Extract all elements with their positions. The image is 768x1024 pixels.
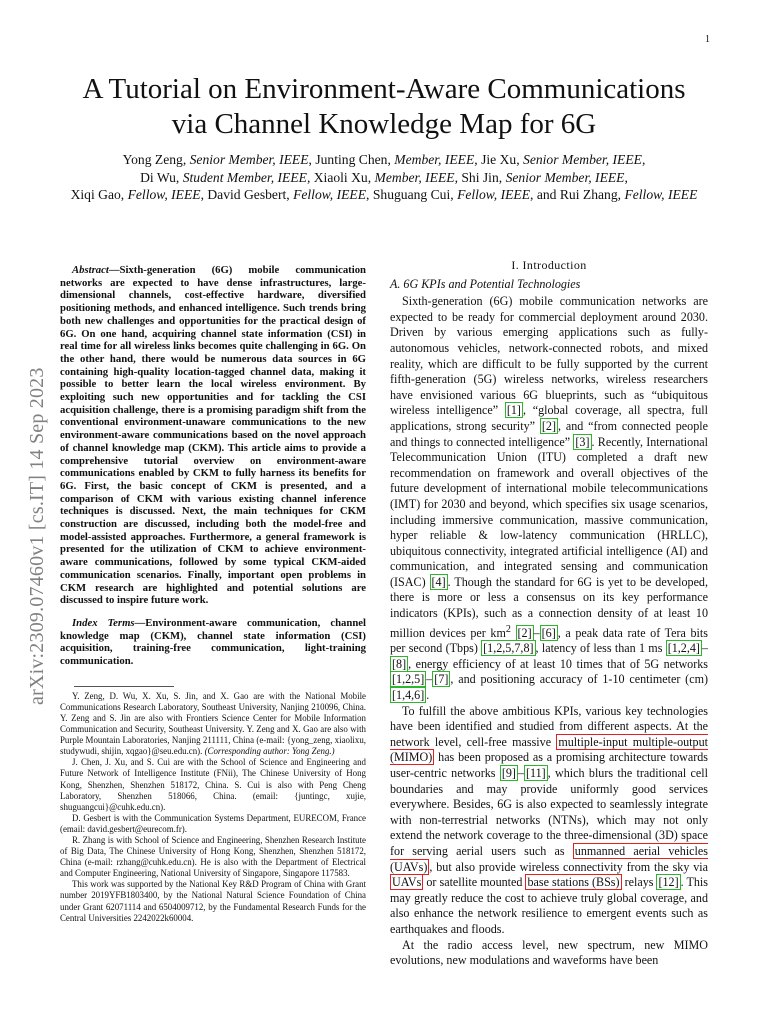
title-line-2: via Channel Knowledge Map for 6G xyxy=(171,108,597,140)
intro-paragraph-2: To fulfill the above ambitious KPIs, various key technologies have been identified and studied from different aspects. At the network level, cell-free massive multiple-input multiple-output (MIMO) has been proposed as a promising architecture towards user-centric networks [9] – [11] , which blurs the traditional cell boundaries and may provide uniformly good services everywhere. Besides, 6G is also expected to seamlessly integrate with non-terrestrial networks (NTNs), which may not only extend the network coverage to the three-dimensional (3D) space for serving aerial users such as unmanned aerial vehicles (UAVs) , but also provide wireless connectivity from the sky via UAVs or satellite mounted base stations (BSs) relays [12] . This may greatly reduce the cost to achieve truly global coverage, and also enhance the network resilience to emergent events such as earthquakes and floods. xyxy=(390,703,708,936)
footnote-rule xyxy=(74,686,174,687)
citation-link[interactable]: [2] xyxy=(541,418,556,433)
citation-link[interactable]: [4] xyxy=(431,574,446,589)
page-number: 1 xyxy=(705,34,710,45)
intro-paragraph-3: At the radio access level, new spectrum, new MIMO evolutions, new modulations and waveforms have been xyxy=(390,937,708,968)
citation-link[interactable]: [1,2,5] xyxy=(392,672,425,687)
intro-paragraph-1: Sixth-generation (6G) mobile communication networks are expected to be ready for commercial deployment around 2030. Driven by various emerging applications such as fully-autonomous vehicles, network-connected robots, and mixed reality, which are difficult to be fully supported by the current fifth-generation (5G) wireless networks, wireless researchers have envisioned various 6G blueprints, such as “ubiquitous wireless intelligence” [1] , “global coverage, all spectra, full applications, strong security” [2] , and “from connected people and things to connected intelligence” [3] . Recently, International Telecommunication Union (ITU) completed a draft new recommendation on framework and overall objectives of the future development of international mobile telecommunications (IMT) for 2030 and beyond, which specifies six usage scenarios, including immersive communication, massive communication, hyper reliable & low-latency communication (HRLLC), ubiquitous connectivity, integrated artificial intelligence (AI) and communication, and integrated sensing and communication (ISAC) [4] . Though the standard for 6G is yet to be developed, there is more or less a consensus on its key performance indicators (KPIs), such as a connection density of at least 10 million devices per $km^2$ [2] – [6] , a peak data rate of Tera bits per second (Tbps) [1,2,5,7,8] , latency of less than 1 ms [1,2,4] –[8] , energy efficiency of at least 10 times that of 5G networks [1,2,5] – [7] , and positioning accuracy of 1-10 centimeter (cm) [1,4,6] . xyxy=(390,294,709,703)
index-terms: Index Terms—Environment-aware communication, channel knowledge map (CKM), channel state information (CSI) acquisition, training-free communication, light-training communication. xyxy=(60,616,366,668)
footnote-affiliation-eurecom: D. Gesbert is with the Communication Systems Department, EURECOM, France (email: david.gesbert@eurecom.fr). xyxy=(60,812,366,834)
glossary-link[interactable]: base stations (BSs) xyxy=(527,875,620,890)
abstract: Abstract—Sixth-generation (6G) mobile communication networks are expected to have dense infrastructures, large-dimensional channels, cost-effective hardware, diversified positioning methods, and enhanced intelligence. Such trends bring both new challenges and opportunities for the practical design of 6G. On one hand, acquiring channel state information (CSI) in real time for all wireless links becomes quite challenging in 6G. On the other hand, there would be numerous data sources in 6G containing high-quality location-tagged channel data, making it possible to better learn the local wireless environment. By exploiting such new opportunities and for tackling the CSI acquisition challenge, there is a promising paradigm shift from the conventional environment-unaware communications to the new environment-aware communications based on the novel approach of channel knowledge map (CKM). This article aims to provide a comprehensive tutorial overview on environment-aware communications enabled by CKM to fully harness its benefits for 6G. First, the basic concept of CKM is presented, and a comparison of CKM with various existing channel inference techniques is discussed. Next, the main techniques for CKM construction are discussed, including both the model-free and model-assisted approaches. Furthermore, a general framework is presented for the utilization of CKM to achieve environment-aware communications, followed by some typical CKM-aided communication scenarios. Finally, important open problems in CKM research are highlighted and potential solutions are discussed to inspire future work. xyxy=(60,264,366,607)
section-heading: I. Introduction xyxy=(511,258,587,272)
author-line-2: Di Wu, Student Member, IEEE, Xiaoli Xu, Member, IEEE, Shi Jin, Senior Member, IEEE, xyxy=(140,169,628,185)
glossary-link[interactable]: multiple-input multiple-output (MIMO) xyxy=(390,734,708,765)
title-line-1: A Tutorial on Environment-Aware Communications xyxy=(82,73,686,105)
citation-link[interactable]: [11] xyxy=(525,766,546,781)
footnote-affiliation-cuhk: J. Chen, J. Xu, and S. Cui are with the School of Science and Engineering and Future Network of Intelligence Institute (FNii), The Chinese University of Hong Kong, Shenzhen, Shenzhen 518172, China. S. Cui is also with Peng Cheng Laboratory, Shenzhen 518066, China. (email: {juntingc, xujie, shuguangcui}@cuhk.edu.cn). xyxy=(60,757,366,812)
author-list xyxy=(40,151,728,204)
author-line-1: Yong Zeng, Senior Member, IEEE, Junting Chen, Member, IEEE, Jie Xu, Senior Member, IEEE, xyxy=(122,152,646,167)
citation-link[interactable]: [7] xyxy=(434,672,449,687)
citation-link[interactable]: [1,4,6] xyxy=(392,688,425,703)
subsection-heading: A. 6G KPIs and Potential Technologies xyxy=(390,276,581,291)
right-column xyxy=(390,258,708,969)
citation-link[interactable]: [12] xyxy=(658,875,679,890)
citation-link[interactable]: [2] xyxy=(517,625,532,640)
citation-link[interactable]: [1] xyxy=(506,403,521,418)
footnote-affiliation-seu: Y. Zeng, D. Wu, X. Xu, S. Jin, and X. Gao are with the National Mobile Communications Research Laboratory, Southeast University, Nanjing 210096, China. Y. Zeng and S. Jin are also with Frontiers Science Center for Mobile Information Communication and Security, Southeast University. Y. Zeng and X. Gao are also with Purple Mountain Laboratories, Nanjing 211111, China (e-mail: {yong_zeng, xiaolixu, studywudi, shijin, xqgao}@seu.edu.cn). (Corresponding author: Yong Zeng.) xyxy=(60,690,366,757)
footnote-affiliation-nus: R. Zhang is with School of Science and Engineering, Shenzhen Research Institute of Big Data, The Chinese University of Hong Kong, Shenzhen, Shenzhen 518172, China (e-mail: rzhang@cuhk.edu.cn). He is also with the Department of Electrical and Computer Engineering, National University of Singapore, Singapore 117583. xyxy=(60,835,366,879)
glossary-link[interactable]: UAVs xyxy=(392,875,422,890)
arxiv-identifier-text: arXiv:2309.07460v1 [cs.IT] 14 Sep 2023 xyxy=(26,367,48,705)
arxiv-identifier xyxy=(26,285,46,705)
glossary-link[interactable]: unmanned aerial vehicles (UAVs) xyxy=(390,844,708,874)
citation-link[interactable]: [1,2,4] xyxy=(667,641,700,656)
left-column xyxy=(60,264,366,924)
author-line-3: Xiqi Gao, Fellow, IEEE, David Gesbert, Fellow, IEEE, Shuguang Cui, Fellow, IEEE, and Rui Zhang, Fellow, IEEE xyxy=(70,187,698,202)
citation-link[interactable]: [9] xyxy=(501,766,516,781)
citation-link[interactable]: [6] xyxy=(541,625,556,640)
footnote-funding: This work was supported by the National Key R&D Program of China with Grant number 2019YFB1803400, by the National Natural Science Foundation of China under Grant 62071114 and 6504009712, by the Fundamental Research Funds for the Central Universities 2242022k60004. xyxy=(60,879,366,923)
citation-link[interactable]: [3] xyxy=(575,434,590,449)
paper-title xyxy=(0,72,768,142)
citation-link[interactable]: [8] xyxy=(392,656,407,671)
citation-link[interactable]: [1,2,5,7,8] xyxy=(483,641,534,656)
